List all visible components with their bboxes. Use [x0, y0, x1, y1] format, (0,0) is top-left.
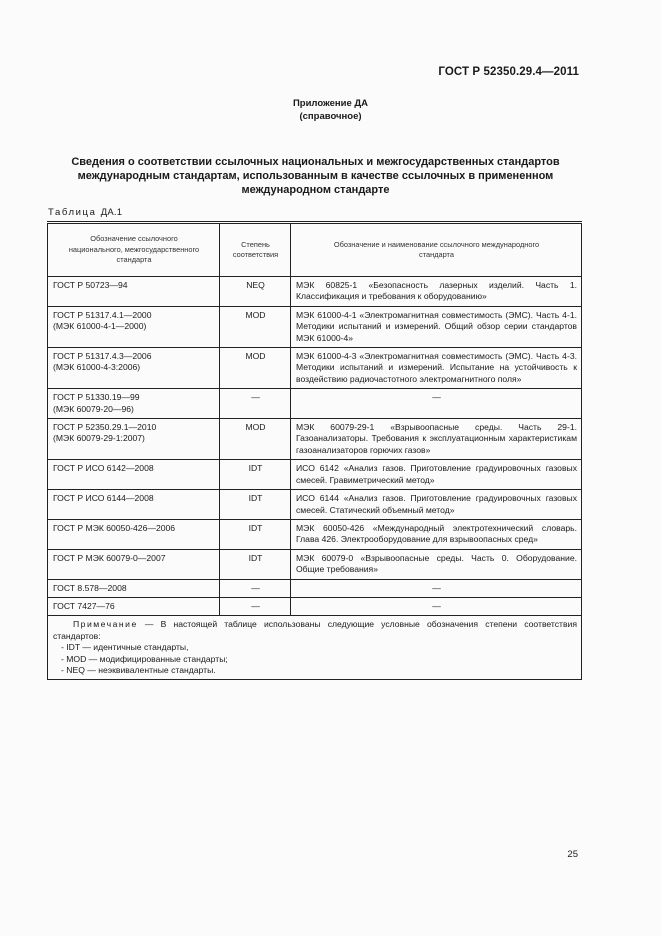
header-standard-designation: Обозначение ссылочного национального, межгосударственного стандарта — [48, 223, 220, 277]
cell-reference: — — [291, 579, 582, 597]
cell-reference: МЭК 60079-29-1 «Взрывоопасные среды. Часть 29-1. Газоанализаторы. Требования к эксплуатационным характеристикам газоанализаторов горючих газов» — [291, 419, 582, 460]
cell-reference: МЭК 61000-4-1 «Электромагнитная совместимость (ЭМС). Часть 4-1. Методики испытаний и измерений. Общий обзор серии стандартов МЭК 61000-4» — [291, 306, 582, 347]
cell-degree: IDT — [220, 549, 291, 579]
cell-reference: МЭК 60079-0 «Взрывоопасные среды. Часть 0. Оборудование. Общие требования» — [291, 549, 582, 579]
cell-standard: ГОСТ Р МЭК 60079-0—2007 — [48, 549, 220, 579]
table-caption-label: Таблица — [48, 207, 97, 218]
note-item: - IDT — идентичные стандарты, — [61, 642, 189, 653]
table-header-row — [48, 223, 582, 277]
cell-reference: МЭК 61000-4-3 «Электромагнитная совместимость (ЭМС). Часть 4-3. Методики испытаний и измерений. Испытание на устойчивость к воздействию радиочастотного электромагнитного поля» — [291, 348, 582, 389]
cell-standard: ГОСТ Р 50723—94 — [48, 277, 220, 307]
section-heading — [50, 155, 581, 197]
table-row — [48, 389, 582, 419]
cell-degree: NEQ — [220, 277, 291, 307]
cell-degree: IDT — [220, 490, 291, 520]
header-international-standard: Обозначение и наименование ссылочного международного стандарта — [291, 223, 582, 277]
cell-standard: ГОСТ Р ИСО 6142—2008 — [48, 460, 220, 490]
table-row — [48, 419, 582, 460]
table-row — [48, 519, 582, 549]
note-text: — В настоящей таблице использованы следующие условные обозначения степени соответствия стандартов: — [53, 619, 577, 641]
note-item: - MOD — модифицированные стандарты; — [61, 653, 228, 664]
cell-standard: ГОСТ Р ИСО 6144—2008 — [48, 490, 220, 520]
cell-degree: IDT — [220, 460, 291, 490]
table-note — [48, 616, 582, 680]
page-number: 25 — [567, 849, 578, 860]
cell-reference: — — [291, 389, 582, 419]
table-row — [48, 306, 582, 347]
table-note-row — [48, 616, 582, 680]
cell-reference: — — [291, 597, 582, 615]
table-row — [48, 460, 582, 490]
cell-standard: ГОСТ Р 51317.4.1—2000 (МЭК 61000-4-1—2000) — [48, 306, 220, 347]
cell-reference: МЭК 60825-1 «Безопасность лазерных изделий. Часть 1. Классификация и требования к оборудованию» — [291, 277, 582, 307]
cell-reference: МЭК 60050-426 «Международный электротехнический словарь. Глава 426. Электрооборудование для взрывоопасных сред» — [291, 519, 582, 549]
appendix-heading — [0, 97, 661, 123]
table-caption-number: ДА.1 — [100, 207, 123, 218]
table-row — [48, 348, 582, 389]
standards-table — [47, 221, 582, 680]
cell-degree: — — [220, 597, 291, 615]
cell-degree: MOD — [220, 306, 291, 347]
cell-degree: MOD — [220, 348, 291, 389]
note-item: - NEQ — неэквивалентные стандарты. — [61, 664, 216, 675]
cell-standard: ГОСТ 8.578—2008 — [48, 579, 220, 597]
cell-degree: IDT — [220, 519, 291, 549]
table-row — [48, 549, 582, 579]
table-row — [48, 597, 582, 615]
cell-standard: ГОСТ Р 51317.4.3—2006 (МЭК 61000-4-3:2006) — [48, 348, 220, 389]
cell-standard: ГОСТ Р МЭК 60050-426—2006 — [48, 519, 220, 549]
cell-degree: — — [220, 389, 291, 419]
table-row — [48, 490, 582, 520]
appendix-title: Приложение ДА — [292, 98, 369, 109]
table-row — [48, 277, 582, 307]
cell-reference: ИСО 6144 «Анализ газов. Приготовление градуировочных газовых смесей. Статический объемный метод» — [291, 490, 582, 520]
cell-standard: ГОСТ Р 52350.29.1—2010 (МЭК 60079-29-1:2007) — [48, 419, 220, 460]
document-id: ГОСТ Р 52350.29.4—2011 — [438, 66, 579, 78]
cell-standard: ГОСТ Р 51330.19—99 (МЭК 60079-20—96) — [48, 389, 220, 419]
note-label: Примечание — [73, 619, 138, 630]
heading-line: Сведения о соответствии ссылочных национальных и межгосударственных стандартов — [71, 156, 560, 168]
cell-standard: ГОСТ 7427—76 — [48, 597, 220, 615]
appendix-subtitle: (справочное) — [299, 111, 362, 122]
header-compliance-degree: Степень соответствия — [220, 223, 291, 277]
table-caption — [48, 207, 122, 218]
heading-line: международным стандартам, использованным в качестве ссылочных в примененном — [77, 170, 554, 182]
cell-degree: — — [220, 579, 291, 597]
heading-line: международном стандарте — [241, 184, 390, 196]
table-row — [48, 579, 582, 597]
cell-reference: ИСО 6142 «Анализ газов. Приготовление градуировочных газовых смесей. Гравиметрический метод» — [291, 460, 582, 490]
cell-degree: MOD — [220, 419, 291, 460]
